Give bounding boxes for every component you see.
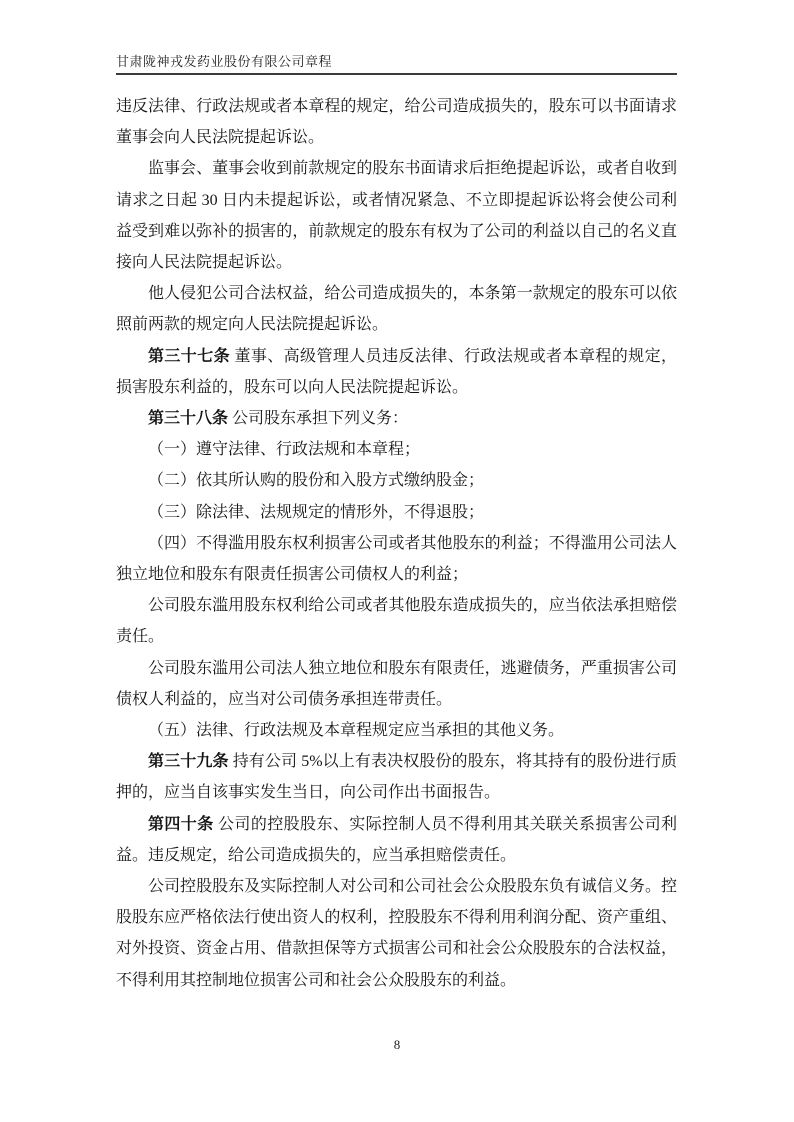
paragraph-text: 公司控股股东及实际控制人对公司和公司社会公众股股东负有诚信义务。控股股东应严格依法行使出资人的权利，控股股东不得利用利润分配、资产重组、对外投资、资金占用、借款担保等方式损害公司和社会公众股股东的合法权益，不得利用其控制地位损害公司和社会公众股股东的利益。 — [116, 878, 677, 989]
paragraph — [116, 153, 677, 278]
page-footer — [0, 1036, 794, 1054]
paragraph — [116, 809, 677, 871]
paragraph — [116, 497, 677, 528]
article-number: 第三十九条 — [148, 753, 229, 771]
paragraph — [116, 715, 677, 746]
header-title: 甘肃陇神戎发药业股份有限公司章程 — [116, 54, 333, 69]
paragraph — [116, 465, 677, 496]
page-header — [116, 54, 677, 75]
paragraph-text: 违反法律、行政法规或者本章程的规定，给公司造成损失的，股东可以书面请求董事会向人民法院提起诉讼。 — [116, 98, 677, 147]
paragraph-text: 公司股东承担下列义务： — [232, 410, 409, 428]
paragraph — [116, 278, 677, 340]
document-body — [116, 91, 677, 996]
paragraph — [116, 653, 677, 715]
article-number: 第四十条 — [148, 815, 214, 833]
paragraph-text: 持有公司 5%以上有表决权股份的股东，将其持有的股份进行质押的，应当自该事实发生当日，向公司作出书面报告。 — [116, 753, 677, 802]
paragraph-text: 公司股东滥用股东权利给公司或者其他股东造成损失的，应当依法承担赔偿责任。 — [116, 597, 677, 646]
paragraph-text: 监事会、董事会收到前款规定的股东书面请求后拒绝提起诉讼，或者自收到请求之日起 30 日内未提起诉讼，或者情况紧急、不立即提起诉讼将会使公司利益受到难以弥补的损害的，前款规定的股东有权为了公司的利益以自己的名义直接向人民法院提起诉讼。 — [116, 160, 677, 272]
paragraph — [116, 434, 677, 465]
paragraph-text: （五）法律、行政法规及本章程规定应当承担的其他义务。 — [148, 722, 565, 740]
paragraph-text: （三）除法律、法规规定的情形外，不得退股； — [148, 503, 485, 521]
paragraph-text: （四）不得滥用股东权利损害公司或者其他股东的利益；不得滥用公司法人独立地位和股东有限责任损害公司债权人的利益； — [116, 534, 677, 584]
paragraph — [116, 403, 677, 434]
paragraph — [116, 91, 677, 153]
paragraph-text: 董事、高级管理人员违反法律、行政法规或者本章程的规定，损害股东利益的，股东可以向人民法院提起诉讼。 — [116, 347, 677, 396]
paragraph-text: 公司股东滥用公司法人独立地位和股东有限责任，逃避债务，严重损害公司债权人利益的，应当对公司债务承担连带责任。 — [116, 659, 677, 708]
header-rule — [116, 73, 677, 75]
paragraph-text: （一）遵守法律、行政法规和本章程； — [148, 441, 421, 459]
article-number: 第三十七条 — [148, 347, 231, 365]
paragraph-text: 公司的控股股东、实际控制人员不得利用其关联关系损害公司利益。违反规定，给公司造成损失的，应当承担赔偿责任。 — [116, 815, 677, 864]
paragraph — [116, 590, 677, 652]
page-number: 8 — [393, 1037, 401, 1052]
paragraph — [116, 341, 677, 403]
paragraph — [116, 528, 677, 590]
paragraph-text: （二）依其所认购的股份和入股方式缴纳股金； — [148, 472, 485, 490]
paragraph-text: 他人侵犯公司合法权益，给公司造成损失的，本条第一款规定的股东可以依照前两款的规定向人民法院提起诉讼。 — [116, 285, 677, 334]
paragraph — [116, 746, 677, 808]
paragraph — [116, 871, 677, 996]
article-number: 第三十八条 — [148, 410, 229, 428]
